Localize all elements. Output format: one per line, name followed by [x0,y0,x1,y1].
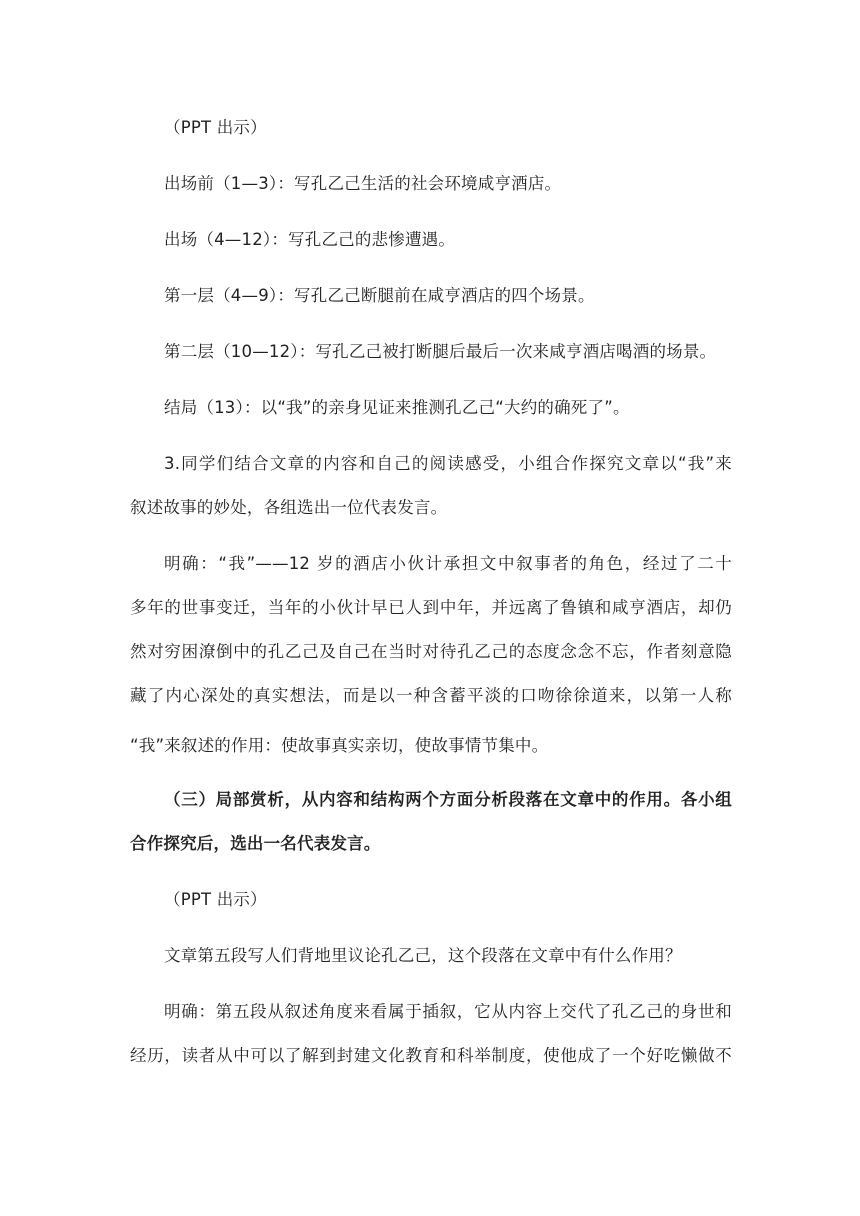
answer-line-3: 然对穷困潦倒中的孔乙己及自己在当时对待孔乙己的态度念念不忘，作者刻意隐 [130,642,732,661]
answer-line-4: 藏了内心深处的真实想法，而是以一种含蓄平淡的口吻徐徐道来，以第一人称 [130,686,732,705]
outline-layer-one: 第一层（4—9）：写孔乙己断腿前在咸亨酒店的四个场景。 [164,286,595,305]
section-heading-line-2: 合作探究后，选出一名代表发言。 [130,834,381,853]
answer-2-line-2: 经历，读者从中可以了解到封建文化教育和科举制度，使他成了一个好吃懒做不 [130,1046,732,1065]
answer-line-1: 明确：“我”——12 岁的酒店小伙计承担文中叙事者的角色，经过了二十 [164,554,732,573]
question-3-line-1: 3.同学们结合文章的内容和自己的阅读感受，小组合作探究文章以“我”来 [164,454,732,473]
section-heading-line-1: （三）局部赏析，从内容和结构两个方面分析段落在文章中的作用。各小组 [164,790,732,809]
ppt-note-2: （PPT 出示） [164,890,267,909]
outline-layer-two: 第二层（10—12）：写孔乙己被打断腿后最后一次来咸亨酒店喝酒的场景。 [164,342,717,361]
answer-2-line-1: 明确：第五段从叙述角度来看属于插叙，它从内容上交代了孔乙己的身世和 [164,1002,732,1021]
outline-before: 出场前（1—3）：写孔乙己生活的社会环境咸亨酒店。 [164,174,562,193]
answer-line-5: “我”来叙述的作用：使故事真实亲切，使故事情节集中。 [130,736,549,755]
outline-appearance: 出场（4—12）：写孔乙己的悲惨遭遇。 [164,230,456,249]
outline-ending: 结局（13）：以“我”的亲身见证来推测孔乙己“大约的确死了”。 [164,398,630,417]
question-3-line-2: 叙述故事的妙处，各组选出一位代表发言。 [130,498,448,517]
answer-line-2: 多年的世事变迁，当年的小伙计早已人到中年，并远离了鲁镇和咸亨酒店，却仍 [130,598,732,617]
ppt-note-1: （PPT 出示） [164,118,267,137]
question-paragraph-five: 文章第五段写人们背地里议论孔乙己，这个段落在文章中有什么作用？ [164,946,682,965]
